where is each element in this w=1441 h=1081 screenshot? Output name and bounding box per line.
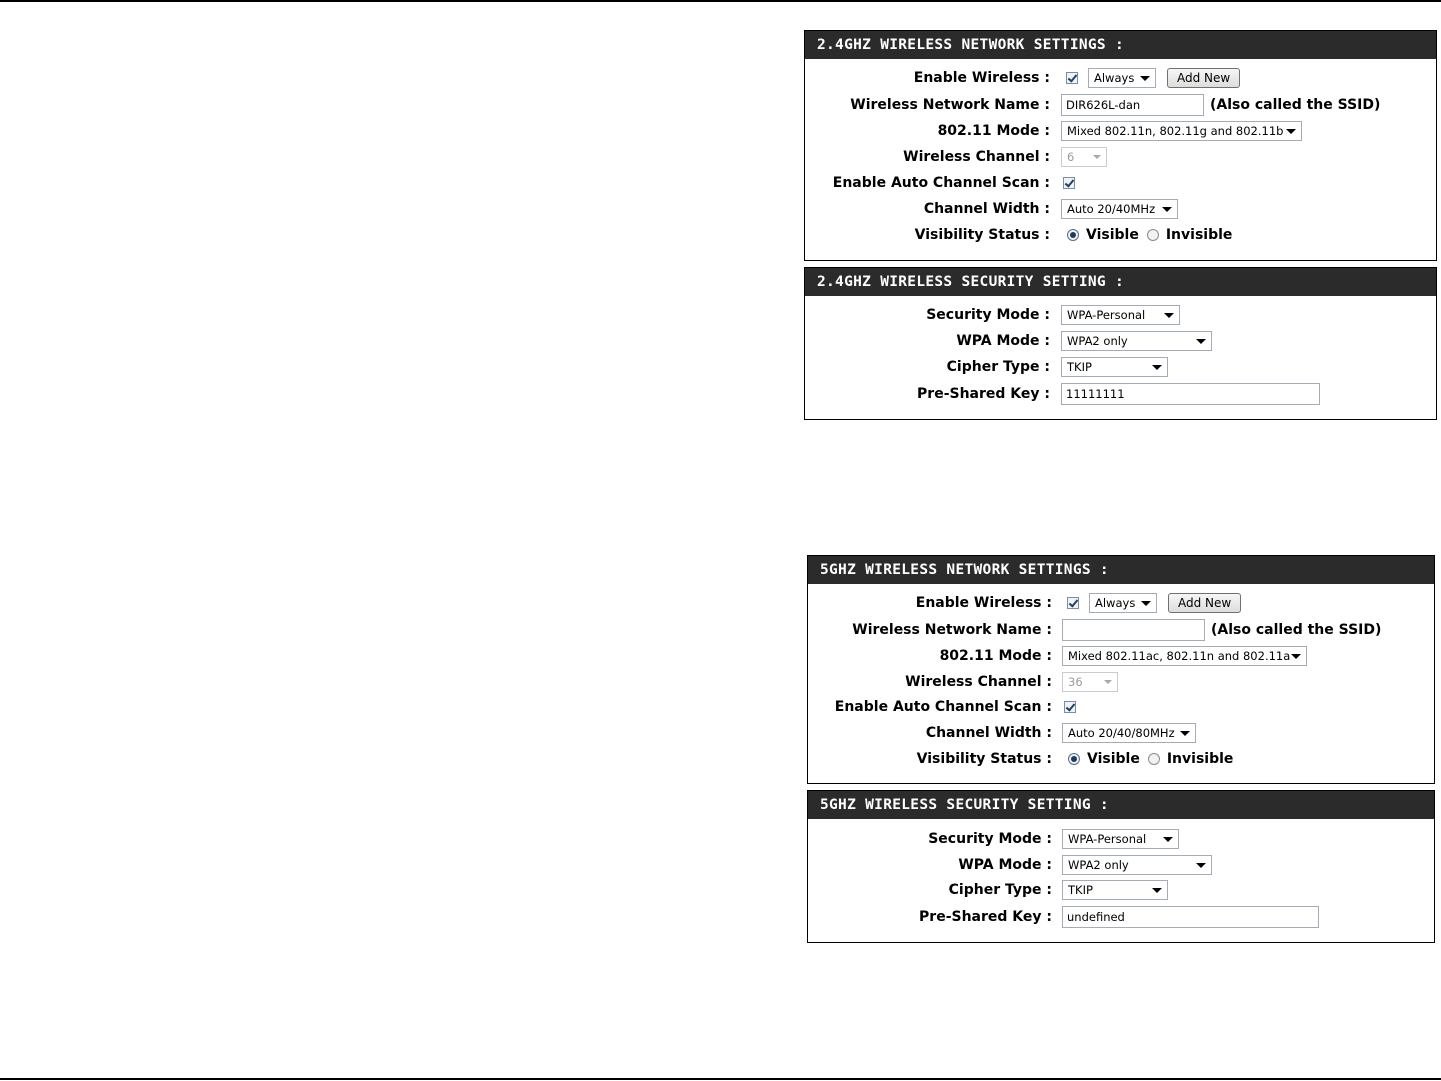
enable-wireless-checkbox[interactable] [1066,72,1078,84]
invisible-label: Invisible [1165,227,1233,243]
chevron-down-icon [1196,339,1206,344]
chevron-down-icon [1093,155,1101,159]
add-new-button[interactable]: Add New [1167,68,1240,88]
cipher-label: Cipher Type : [948,882,1052,898]
wpa-mode-select[interactable]: WPA2 only [1062,855,1212,875]
chevron-down-icon [1152,365,1162,370]
ssid-label: Wireless Network Name : [850,97,1050,113]
invisible-label: Invisible [1166,751,1234,767]
channel-select[interactable]: 36 [1062,672,1118,692]
row-80211-mode [805,119,1436,143]
visibility-label: Visibility Status : [916,751,1052,767]
chevron-down-icon [1163,837,1173,842]
chevron-down-icon [1140,76,1150,81]
mode-select[interactable]: Mixed 802.11n, 802.11g and 802.11b [1061,121,1302,141]
row-80211-mode [808,644,1434,668]
panel-24ghz-security [804,267,1437,420]
cipher-select[interactable]: TKIP [1062,880,1168,900]
auto-scan-label: Enable Auto Channel Scan : [834,699,1052,715]
chevron-down-icon [1104,680,1112,684]
chevron-down-icon [1196,863,1206,868]
chevron-down-icon [1164,313,1174,318]
chevron-down-icon [1141,601,1151,606]
visibility-label: Visibility Status : [914,227,1050,243]
width-select[interactable]: Auto 20/40MHz [1061,199,1178,219]
visible-radio[interactable] [1068,753,1080,765]
row-channel-width [808,721,1434,745]
security-mode-label: Security Mode : [926,307,1050,323]
panel-title: 2.4GHZ WIRELESS SECURITY SETTING : [805,268,1436,296]
cipher-select[interactable]: TKIP [1061,357,1168,377]
chevron-down-icon [1291,654,1301,659]
row-ssid [808,618,1434,642]
row-security-mode [805,303,1436,327]
psk-label: Pre-Shared Key : [919,909,1052,925]
mode-select[interactable]: Mixed 802.11ac, 802.11n and 802.11a [1062,646,1307,666]
row-wpa-mode [808,853,1434,877]
panel-5ghz-network [807,555,1435,784]
row-pre-shared-key [808,905,1434,929]
row-wireless-channel [805,145,1436,169]
row-enable-wireless [808,591,1434,615]
security-mode-select[interactable]: WPA-Personal [1062,829,1179,849]
width-select[interactable]: Auto 20/40/80MHz [1062,723,1196,743]
row-channel-width [805,197,1436,221]
ssid-label: Wireless Network Name : [852,622,1052,638]
panel-title: 5GHZ WIRELESS SECURITY SETTING : [808,791,1434,819]
row-cipher-type [808,878,1434,902]
visible-label: Visible [1087,751,1140,767]
chevron-down-icon [1286,129,1296,134]
channel-select[interactable]: 6 [1061,147,1107,167]
width-label: Channel Width : [925,725,1052,741]
mode-label: 802.11 Mode : [937,123,1050,139]
auto-scan-checkbox[interactable] [1063,177,1075,189]
row-wpa-mode [805,329,1436,353]
row-ssid [805,93,1436,117]
panel-title: 5GHZ WIRELESS NETWORK SETTINGS : [808,556,1434,584]
bottom-divider [0,1078,1441,1080]
add-new-button[interactable]: Add New [1168,593,1241,613]
visible-radio[interactable] [1067,229,1079,241]
row-pre-shared-key [805,382,1436,406]
panel-title: 2.4GHZ WIRELESS NETWORK SETTINGS : [805,31,1436,59]
visible-label: Visible [1086,227,1139,243]
schedule-select[interactable]: Always [1088,68,1156,88]
row-wireless-channel [808,670,1434,694]
invisible-radio[interactable] [1147,229,1159,241]
enable-wireless-label: Enable Wireless : [913,70,1050,86]
channel-label: Wireless Channel : [903,149,1050,165]
ssid-input[interactable] [1062,619,1205,641]
row-auto-channel-scan [808,695,1434,719]
mode-label: 802.11 Mode : [939,648,1052,664]
row-enable-wireless [805,66,1436,90]
wpa-mode-select[interactable]: WPA2 only [1061,331,1212,351]
security-mode-label: Security Mode : [928,831,1052,847]
panel-5ghz-security [807,790,1435,943]
ssid-input[interactable]: DIR626L-dan [1061,94,1204,116]
row-visibility [808,747,1434,771]
chevron-down-icon [1152,888,1162,893]
auto-scan-checkbox[interactable] [1064,701,1076,713]
auto-scan-label: Enable Auto Channel Scan : [832,175,1050,191]
schedule-select[interactable]: Always [1089,593,1157,613]
row-auto-channel-scan [805,171,1436,195]
security-mode-select[interactable]: WPA-Personal [1061,305,1180,325]
channel-label: Wireless Channel : [905,674,1052,690]
invisible-radio[interactable] [1148,753,1160,765]
cipher-label: Cipher Type : [946,359,1050,375]
ssid-hint: (Also called the SSID) [1210,97,1381,113]
wpa-mode-label: WPA Mode : [956,333,1050,349]
enable-wireless-checkbox[interactable] [1067,597,1079,609]
row-cipher-type [805,355,1436,379]
psk-input[interactable]: 11111111 [1061,383,1320,405]
wpa-mode-label: WPA Mode : [958,857,1052,873]
psk-label: Pre-Shared Key : [917,386,1050,402]
ssid-hint: (Also called the SSID) [1211,622,1382,638]
row-visibility [805,223,1436,247]
psk-input[interactable]: undefined [1062,906,1319,928]
top-divider [0,0,1441,2]
row-security-mode [808,827,1434,851]
chevron-down-icon [1180,731,1190,736]
panel-24ghz-network [804,30,1437,261]
chevron-down-icon [1162,207,1172,212]
enable-wireless-label: Enable Wireless : [915,595,1052,611]
width-label: Channel Width : [923,201,1050,217]
